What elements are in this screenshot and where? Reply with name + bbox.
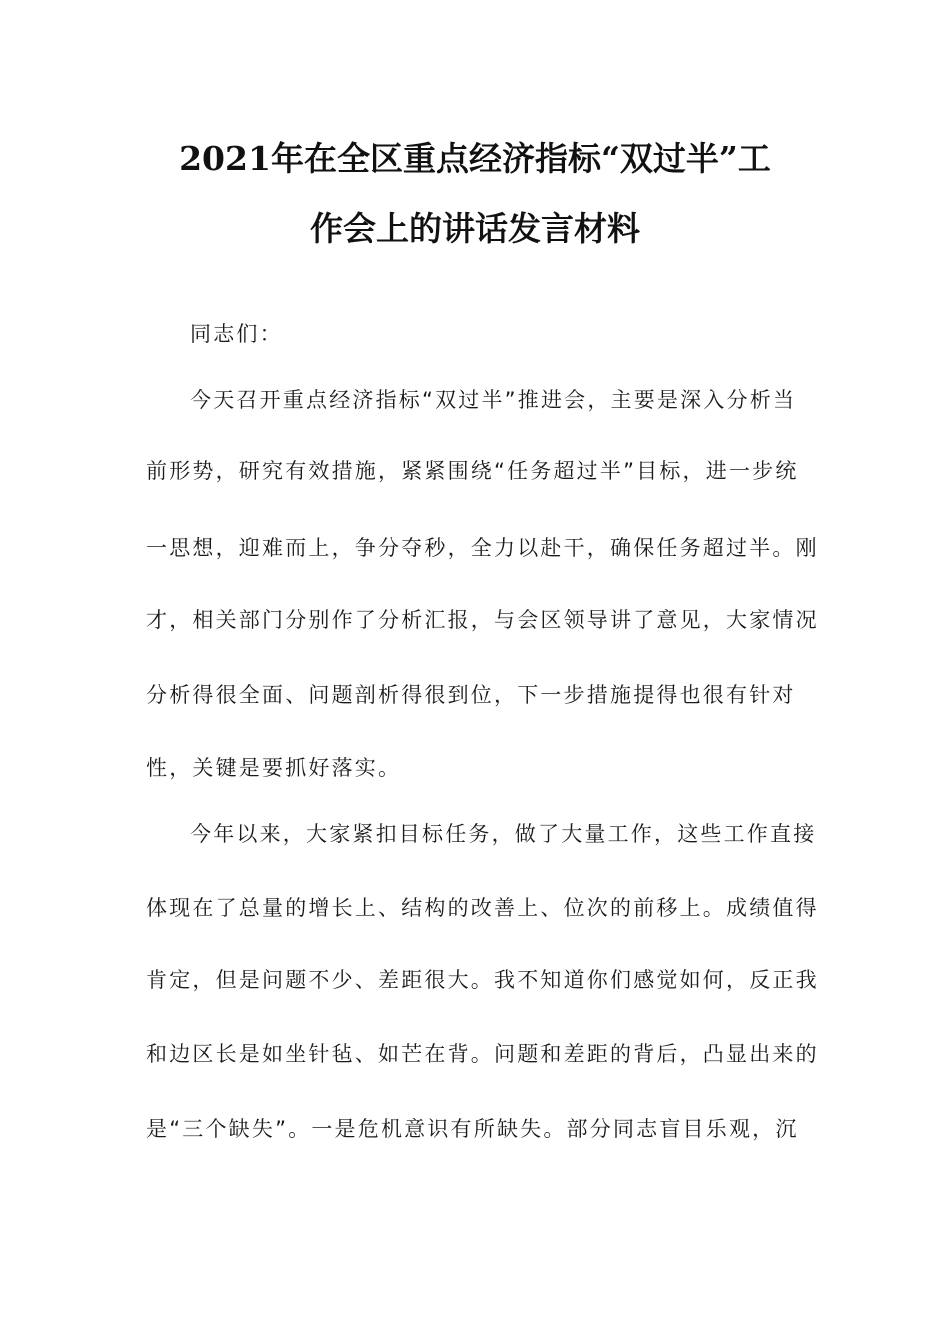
paragraph-1-line-5: 分析得很全面、问题剖析得很到位，下一步措施提得也很有针对 [146, 683, 796, 707]
paragraph-2-line-3: 肯定，但是问题不少、差距很大。我不知道你们感觉如何，反正我 [146, 968, 819, 992]
paragraph-1-line-1: 今天召开重点经济指标“双过半”推进会，主要是深入分析当 [190, 388, 797, 412]
paragraph-2-line-4: 和边区长是如坐针毡、如芒在背。问题和差距的背后，凸显出来的 [146, 1042, 819, 1066]
paragraph-1-line-3: 一思想，迎难而上，争分夺秒，全力以赴干，确保任务超过半。刚 [146, 536, 819, 560]
paragraph-1-line-2: 前形势，研究有效措施，紧紧围绕“任务超过半”目标，进一步统 [146, 459, 799, 483]
document-title-line-1: 2021年在全区重点经济指标“双过半”工 [179, 139, 771, 178]
paragraph-2-line-1: 今年以来，大家紧扣目标任务，做了大量工作，这些工作直接 [190, 822, 817, 846]
paragraph-1-line-4: 才，相关部门分别作了分析汇报，与会区领导讲了意见，大家情况 [146, 608, 819, 632]
document-title-line-2: 作会上的讲话发言材料 [310, 209, 640, 248]
paragraph-1-line-6: 性，关键是要抓好落实。 [146, 756, 402, 780]
paragraph-2-line-5: 是“三个缺失”。一是危机意识有所缺失。部分同志盲目乐观，沉 [146, 1117, 799, 1141]
salutation: 同志们： [190, 322, 283, 346]
paragraph-2-line-2: 体现在了总量的增长上、结构的改善上、位次的前移上。成绩值得 [146, 896, 819, 920]
